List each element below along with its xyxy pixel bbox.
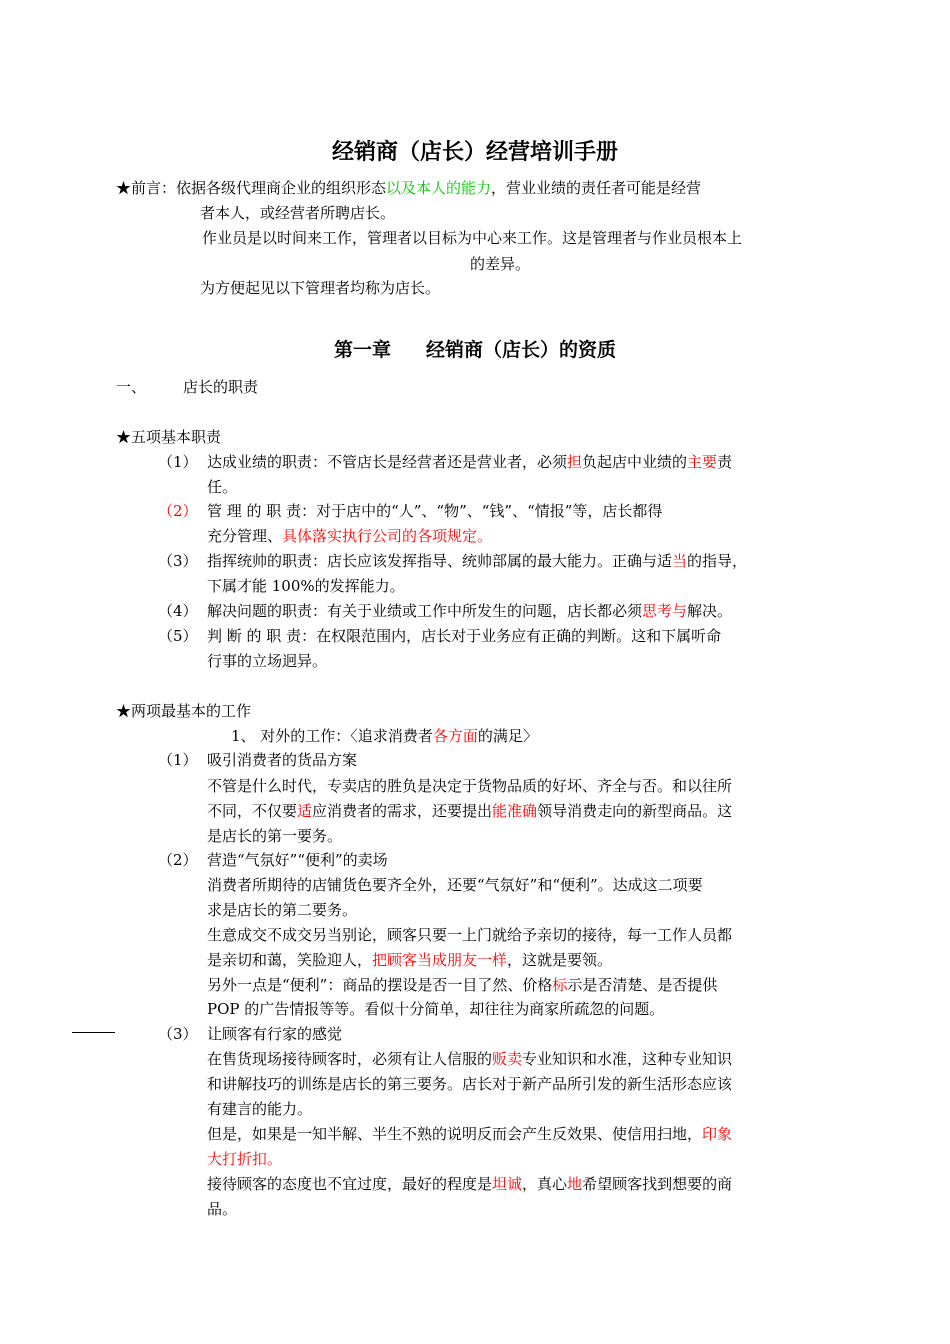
duty-3-text-cont: 下属才能 100%的发挥能力。 — [207, 577, 405, 595]
section-number: 一、 — [116, 378, 147, 396]
task-1-title: 吸引消费者的货品方案 — [207, 751, 358, 769]
duty-4-number: （4） — [158, 602, 198, 620]
task-3-line-1: 在售货现场接待顾客时，必须有让人信服的贩卖专业知识和水准，这种专业知识 — [207, 1050, 733, 1068]
task-3-title: 让顾客有行家的感觉 — [207, 1025, 343, 1043]
preface-line-3: 作业员是以时间来工作，管理者以目标为中心来工作。这是管理者与作业员根本上 — [202, 229, 743, 247]
task-1-line-3: 是店长的第一要务。 — [207, 827, 343, 845]
task-2-line-5: 另外一点是“便利”：商品的摆设是否一目了然、价格标示是否清楚、是否提供 — [207, 976, 718, 994]
duty-5-text: 判 断 的 职 责：在权限范围内，店长对于业务应有正确的判断。这和下属听命 — [207, 627, 722, 645]
task-2-line-6: POP 的广告情报等等。看似十分简单，却往往为商家所疏忽的问题。 — [207, 1000, 665, 1018]
section-title: 店长的职责 — [183, 378, 259, 396]
chapter-heading: 第一章 经销商（店长）的资质 — [333, 339, 617, 361]
two-tasks-heading: ★两项最基本的工作 — [116, 702, 252, 720]
task-3-line-3: 有建言的能力。 — [207, 1100, 313, 1118]
task-1-number: （1） — [158, 751, 198, 769]
task-3-number: （3） — [158, 1025, 198, 1043]
task-1-line-2: 不同，不仅要适应消费者的需求，还要提出能准确领导消费走向的新型商品。这 — [207, 802, 733, 820]
external-work-subheading: 1、 对外的工作：〈追求消费者各方面的满足〉 — [231, 727, 538, 745]
task-2-number: （2） — [158, 851, 198, 869]
duty-3-number: （3） — [158, 552, 198, 570]
duty-2-text-cont: 充分管理、具体落实执行公司的各项规定。 — [207, 527, 493, 545]
task-3-line-2: 和讲解技巧的训练是店长的第三要务。店长对于新产品所引发的新生活形态应该 — [207, 1075, 733, 1093]
duty-4-text: 解决问题的职责：有关于业绩或工作中所发生的问题，店长都必须思考与解决。 — [207, 602, 733, 620]
task-2-line-2: 求是店长的第二要务。 — [207, 901, 358, 919]
preface-line-4: 的差异。 — [470, 255, 531, 273]
task-2-line-3: 生意成交不成交另当别论，顾客只要一上门就给予亲切的接待，每一工作人员都 — [207, 926, 733, 944]
duty-1-number: （1） — [158, 453, 198, 471]
duty-2-text: 管 理 的 职 责：对于店中的“人”、“物”、“钱”、“情报”等，店长都得 — [207, 502, 663, 520]
preface-line-1: ★前言：依据各级代理商企业的组织形态以及本人的能力，营业业绩的责任者可能是经营 — [116, 179, 702, 197]
task-2-line-1: 消费者所期待的店铺货色要齐全外，还要“气氛好”和“便利”。达成这二项要 — [207, 876, 703, 894]
task-3-line-7: 品。 — [207, 1200, 238, 1218]
margin-rule — [72, 1032, 115, 1033]
task-3-line-5: 大打折扣。 — [207, 1150, 283, 1168]
task-2-line-4: 是亲切和蔼，笑脸迎人，把顾客当成朋友一样，这就是要领。 — [207, 951, 613, 969]
duty-5-text-cont: 行事的立场迥异。 — [207, 652, 328, 670]
five-duties-heading: ★五项基本职责 — [116, 428, 222, 446]
duty-2-number: （2） — [158, 502, 198, 520]
task-3-line-4: 但是，如果是一知半解、半生不熟的说明反而会产生反效果、使信用扫地，印象 — [207, 1125, 733, 1143]
preface-line-5: 为方便起见以下管理者均称为店长。 — [200, 279, 441, 297]
task-1-line-1: 不管是什么时代，专卖店的胜负是决定于货物品质的好坏、齐全与否。和以往所 — [207, 777, 733, 795]
duty-3-text: 指挥统帅的职责：店长应该发挥指导、统帅部属的最大能力。正确与适当的指导， — [207, 552, 748, 570]
duty-5-number: （5） — [158, 627, 198, 645]
duty-1-text: 达成业绩的职责：不管店长是经营者还是营业者，必须担负起店中业绩的主要责 — [207, 453, 733, 471]
document-title: 经销商（店长）经营培训手册 — [331, 139, 618, 165]
duty-1-text-cont: 任。 — [207, 478, 238, 496]
task-3-line-6: 接待顾客的态度也不宜过度，最好的程度是坦诚，真心地希望顾客找到想要的商 — [207, 1175, 733, 1193]
task-2-title: 营造“气氛好”“便利”的卖场 — [207, 851, 388, 869]
preface-line-2: 者本人，或经营者所聘店长。 — [200, 204, 396, 222]
